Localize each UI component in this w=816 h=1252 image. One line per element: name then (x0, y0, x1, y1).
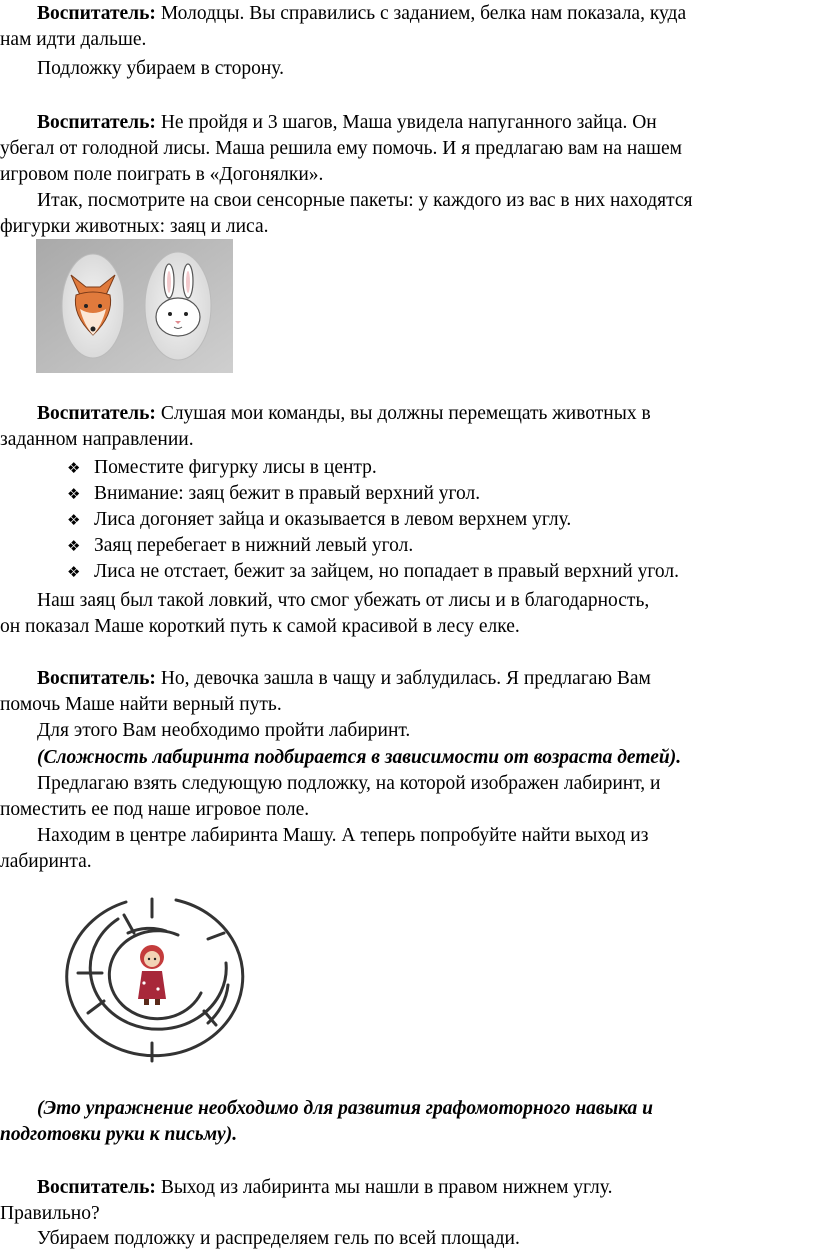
speaker-label: Воспитатель: (37, 3, 156, 24)
paragraph-6-line-1: Воспитатель: Выход из лабиринта мы нашли в правом нижнем углу. (37, 1177, 613, 1198)
fox-hare-figurines-photo (36, 239, 233, 373)
paragraph-6-line-3: Убираем подложку и распределяем гель по всей площади. (37, 1228, 520, 1249)
paragraph-1-line-3: Подложку убираем в сторону. (37, 58, 284, 79)
speaker-label: Воспитатель: (37, 112, 156, 133)
diamond-bullet-icon: ❖ (67, 537, 81, 555)
paragraph-1-line-1: Воспитатель: Молодцы. Вы справились с заданием, белка нам показала, куда (37, 3, 687, 24)
list-item: ❖ Заяц перебегает в нижний левый угол. (67, 533, 413, 559)
paragraph-3-line-3: Наш заяц был такой ловкий, что смог убежать от лисы и в благодарность, (37, 590, 650, 611)
list-item: ❖ Внимание: заяц бежит в правый верхний угол. (67, 481, 480, 507)
paragraph-5-line-1: (Это упражнение необходимо для развития графомоторного навыка и (37, 1098, 654, 1119)
speaker-label: Воспитатель: (37, 1177, 156, 1198)
paragraph-3-line-4: он показал Маше короткий путь к самой красивой в лесу елке. (0, 616, 520, 637)
paragraph-2-line-5: фигурки животных: заяц и лиса. (0, 216, 269, 237)
paragraph-4-line-2: помочь Маше найти верный путь. (0, 694, 282, 715)
diamond-bullet-icon: ❖ (67, 485, 81, 503)
paragraph-4-line-3: Для этого Вам необходимо пройти лабиринт. (37, 720, 411, 741)
paragraph-4-line-6: поместить ее под наше игровое поле. (0, 799, 310, 820)
paragraph-4-line-5: Предлагаю взять следующую подложку, на которой изображен лабиринт, и (37, 773, 661, 794)
paragraph-1-line-2: нам идти дальше. (0, 29, 147, 50)
speaker-label: Воспитатель: (37, 403, 156, 424)
paragraph-2-line-3: игровом поле поиграть в «Догонялки». (0, 164, 324, 185)
list-item: ❖ Поместите фигурку лисы в центр. (67, 455, 377, 481)
diamond-bullet-icon: ❖ (67, 511, 81, 529)
diamond-bullet-icon: ❖ (67, 459, 81, 477)
paragraph-4-line-7: Находим в центре лабиринта Машу. А теперь попробуйте найти выход из (37, 825, 649, 846)
paragraph-6-line-2: Правильно? (0, 1203, 100, 1224)
paragraph-4-line-4: (Сложность лабиринта подбирается в зависимости от возраста детей). (37, 747, 682, 768)
list-item: ❖ Лиса догоняет зайца и оказывается в левом верхнем углу. (67, 507, 571, 533)
diamond-bullet-icon: ❖ (67, 563, 81, 581)
paragraph-4-line-8: лабиринта. (0, 851, 92, 872)
masha-figure (138, 945, 166, 1005)
hare-figurine (145, 252, 211, 360)
fox-figurine (62, 254, 124, 358)
paragraph-5-line-2: подготовки руки к письму). (0, 1124, 238, 1145)
speaker-label: Воспитатель: (37, 668, 156, 689)
paragraph-2-line-2: убегал от голодной лисы. Маша решила ему помочь. И я предлагаю вам на нашем (0, 138, 682, 159)
labyrinth-illustration (58, 893, 246, 1064)
list-item: ❖ Лиса не отстает, бежит за зайцем, но попадает в правый верхний угол. (67, 559, 679, 585)
paragraph-3-line-2: заданном направлении. (0, 429, 194, 450)
paragraph-2-line-1: Воспитатель: Не пройдя и 3 шагов, Маша увидела напуганного зайца. Он (37, 112, 657, 133)
paragraph-4-line-1: Воспитатель: Но, девочка зашла в чащу и заблудилась. Я предлагаю Вам (37, 668, 651, 689)
paragraph-2-line-4: Итак, посмотрите на свои сенсорные пакеты: у каждого из вас в них находятся (37, 190, 693, 211)
paragraph-3-line-1: Воспитатель: Слушая мои команды, вы должны перемещать животных в (37, 403, 651, 424)
